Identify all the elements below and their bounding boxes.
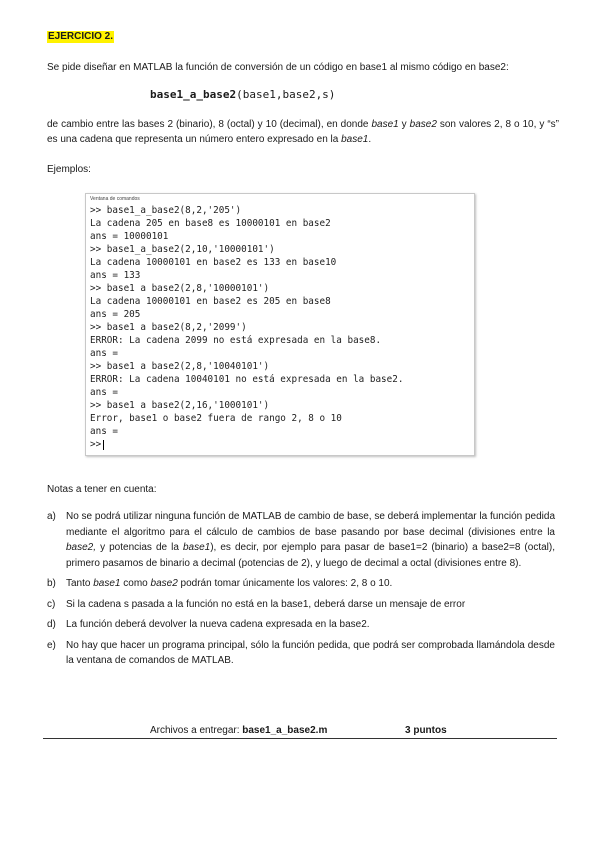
deliverables-label: Archivos a entregar: bbox=[150, 725, 243, 736]
console-line: ans = 133 bbox=[90, 270, 141, 281]
console-line: La cadena 10000101 en base2 es 205 en base8 bbox=[90, 296, 331, 307]
exercise-title: EJERCICIO 2. bbox=[48, 31, 114, 42]
note-item-b bbox=[47, 576, 555, 592]
note-var: base1 bbox=[182, 542, 211, 553]
note-marker: b) bbox=[47, 578, 56, 589]
desc-text-2: y bbox=[398, 119, 410, 130]
note-text: Tanto bbox=[66, 578, 94, 589]
prompt-symbol: >> bbox=[90, 439, 102, 450]
notes-label: Notas a tener en cuenta: bbox=[47, 484, 157, 495]
console-line: >> base1_a_base2(8,2,'205') bbox=[90, 205, 242, 216]
note-text: ), es decir, por ejemplo para pasar de base1=2 (binario) a base2=8 (octal), primero pasamos de binario a decimal (potencias de 2), y luego de decimal a octal (divisiones entre 8). bbox=[66, 542, 555, 569]
footer-divider bbox=[43, 738, 557, 739]
note-text: y potencias de la bbox=[96, 542, 183, 553]
desc-text-1: de cambio entre las bases 2 (binario), 8 (octal) y 10 (decimal), en donde bbox=[47, 119, 372, 130]
note-item-c bbox=[47, 597, 555, 613]
function-signature bbox=[150, 88, 335, 101]
desc-text-4: . bbox=[368, 134, 372, 145]
note-item-e bbox=[47, 638, 555, 669]
console-line: ans = bbox=[90, 426, 118, 437]
note-item-d bbox=[47, 617, 555, 633]
desc-text-3: son valores 2, 8 o 10, y “s” es una cadena que representa un número entero expresado en la bbox=[47, 119, 559, 145]
deliverables bbox=[150, 725, 327, 736]
desc-var-base1: base1 bbox=[371, 119, 399, 130]
text-cursor bbox=[103, 440, 104, 450]
console-line: ans = 205 bbox=[90, 309, 141, 320]
console-line: ans = bbox=[90, 387, 118, 398]
note-marker: e) bbox=[47, 639, 56, 651]
console-line: La cadena 10000101 en base2 es 133 en base10 bbox=[90, 257, 337, 268]
console-line: ans = bbox=[90, 348, 118, 359]
matlab-command-window bbox=[85, 193, 475, 456]
examples-label: Ejemplos: bbox=[47, 164, 91, 175]
intro-paragraph: Se pide diseñar en MATLAB la función de conversión de un código en base1 al mismo código en base2: bbox=[47, 62, 509, 73]
note-marker: d) bbox=[47, 619, 56, 630]
console-line: >> base1 a base2(2,16,'1000101') bbox=[90, 400, 270, 411]
function-args: (base1,base2,s) bbox=[236, 88, 336, 101]
note-text: Si la cadena s pasada a la función no está en la base1, deberá darse un mensaje de error bbox=[66, 598, 466, 610]
function-name: base1_a_base2 bbox=[150, 88, 237, 101]
console-line: >> base1 a base2(2,8,'10040101') bbox=[90, 361, 270, 372]
console-line: >> base1 a base2(2,8,'10000101') bbox=[90, 283, 270, 294]
deliverable-file: base1_a_base2.m bbox=[242, 725, 328, 736]
notes-list bbox=[47, 509, 555, 674]
note-item-a bbox=[47, 509, 555, 571]
description-paragraph bbox=[47, 117, 559, 147]
console-line: >> base1_a_base2(2,10,'10000101') bbox=[90, 244, 275, 255]
note-text: como bbox=[120, 578, 151, 589]
note-marker: c) bbox=[47, 598, 56, 610]
console-line: Error, base1 o base2 fuera de rango 2, 8 o 10 bbox=[90, 413, 342, 424]
console-line: La cadena 205 en base8 es 10000101 en base2 bbox=[90, 218, 331, 229]
console-line: ERROR: La cadena 10040101 no está expresada en la base2. bbox=[90, 374, 404, 385]
note-text: No hay que hacer un programa principal, sólo la función pedida, que podrá ser comprobada llamándola desde la ventana de comandos de MATLAB. bbox=[66, 639, 555, 666]
note-marker: a) bbox=[47, 511, 56, 522]
desc-var-base1-end: base1 bbox=[341, 134, 369, 145]
note-var: base2, bbox=[66, 542, 97, 553]
note-var: base2 bbox=[150, 578, 178, 589]
note-text: podrán tomar únicamente los valores: 2, 8 o 10. bbox=[177, 578, 393, 589]
points-value: 3 puntos bbox=[405, 725, 447, 736]
note-var: base1 bbox=[93, 578, 121, 589]
note-text: No se podrá utilizar ninguna función de MATLAB de cambio de base, se deberá implementar la función pedida mediante el algoritmo para el cálculo de cambios de base pasando por base decimal (divisiones entre la bbox=[66, 511, 555, 538]
console-line: ERROR: La cadena 2099 no está expresada en la base8. bbox=[90, 335, 382, 346]
note-text: La función deberá devolver la nueva cadena expresada en la base2. bbox=[66, 619, 370, 630]
command-window-caption: Ventana de comandos bbox=[90, 196, 140, 202]
console-line: >> base1 a base2(8,2,'2099') bbox=[90, 322, 247, 333]
console-prompt[interactable] bbox=[90, 438, 470, 451]
console-line: ans = 10000101 bbox=[90, 231, 169, 242]
desc-var-base2: base2 bbox=[409, 119, 437, 130]
